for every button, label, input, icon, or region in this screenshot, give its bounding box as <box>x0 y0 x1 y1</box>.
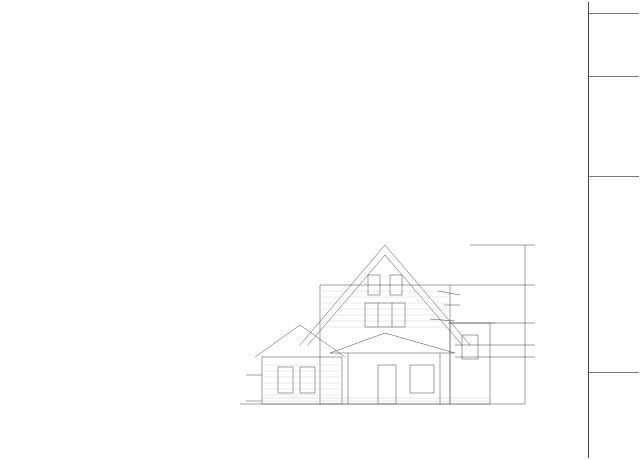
porch-roof <box>330 333 455 353</box>
company-box <box>589 176 639 373</box>
front-door <box>378 365 396 404</box>
plan-number-box <box>589 76 639 177</box>
left-wing-walls <box>262 357 342 404</box>
front-elevation-drawing <box>0 225 588 435</box>
main-gable-inner <box>308 255 462 345</box>
main-gable <box>300 245 470 345</box>
revisions-header <box>589 2 639 14</box>
front-window <box>410 365 434 393</box>
revisions-body <box>589 14 639 77</box>
title-block <box>588 2 639 458</box>
